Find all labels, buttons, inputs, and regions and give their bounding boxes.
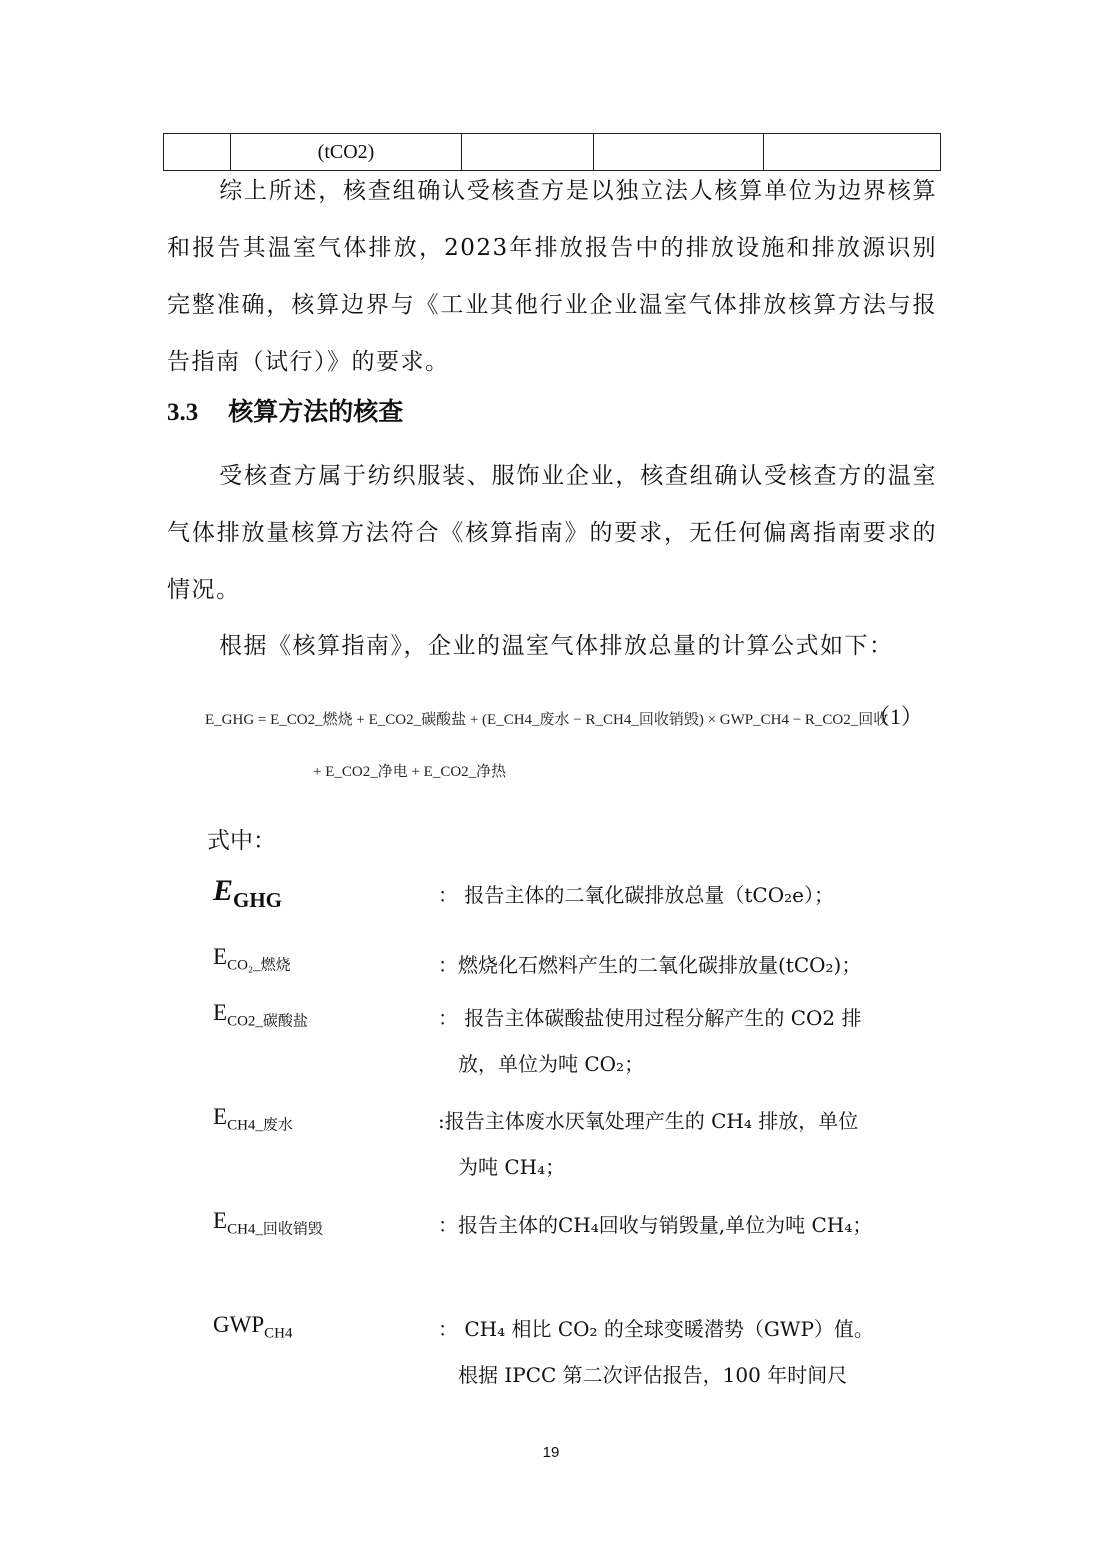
paragraph-conclusion: 综上所述，核查组确认受核查方是以独立法人核算单位为边界核算和报告其温室气体排放，2023年排放报告中的排放设施和排放源识别完整准确，核算边界与《工业其他行业企业温室气体排放核算方法与报告指南（试行）》的要求。 — [167, 178, 937, 375]
term-definition: ： CH₄ 相比 CO₂ 的全球变暖潜势（GWP）值。 根据 IPCC 第二次评估报告，100 年时间尺 — [438, 1317, 874, 1387]
page-number: 19 — [542, 1444, 560, 1461]
term-definition: ： 报告主体的二氧化碳排放总量（tCO₂e）； — [438, 883, 834, 907]
term-definition: :报告主体废水厌氧处理产生的 CH₄ 排放，单位 为吨 CH₄； — [438, 1109, 859, 1179]
formula-line-2: + E_CO2_净电 + E_CO2_净热 — [313, 764, 507, 780]
term-definition: ： 报告主体碳酸盐使用过程分解产生的 CO2 排 放，单位为吨 CO₂； — [438, 1006, 862, 1076]
term-symbol: $E_{CH4\_回收销毁}$ — [213, 1208, 323, 1238]
term-symbol: $E_{CO2\_碳酸盐}$ — [213, 1000, 308, 1030]
term-definition: ：燃烧化石燃料产生的二氧化碳排放量(tCO₂)； — [438, 953, 862, 977]
term-symbol: $E_{GHG}$ — [213, 874, 283, 912]
term-symbol: $GWP_{CH4}$ — [213, 1312, 293, 1342]
table-cell: (tCO2) — [231, 134, 462, 171]
formula-line-1: E_GHG = E_CO2_燃烧 + E_CO2_碳酸盐 + (E_CH4_废水 − R_CH4_回收销毁) × GWP_CH4 − R_CO2_回收 — [205, 712, 889, 728]
paragraph-method: 受核查方属于纺织服装、服饰业企业，核查组确认受核查方的温室气体排放量核算方法符合《核算指南》的要求，无任何偏离指南要求的情况。 — [167, 463, 937, 603]
term-symbol: $E_{CH4\_废水}$ — [213, 1104, 293, 1134]
term-symbol: $E_{CO_2\_燃烧}$ — [213, 944, 291, 974]
equation-number: （1） — [868, 704, 924, 729]
where-label: 式中： — [207, 828, 276, 854]
section-heading: 3.3 核算方法的核查 — [167, 397, 404, 426]
term-definition: ：报告主体的CH₄回收与销毁量,单位为吨 CH₄； — [438, 1213, 873, 1237]
paragraph-formula-intro: 根据《核算指南》，企业的温室气体排放总量的计算公式如下： — [219, 633, 894, 659]
